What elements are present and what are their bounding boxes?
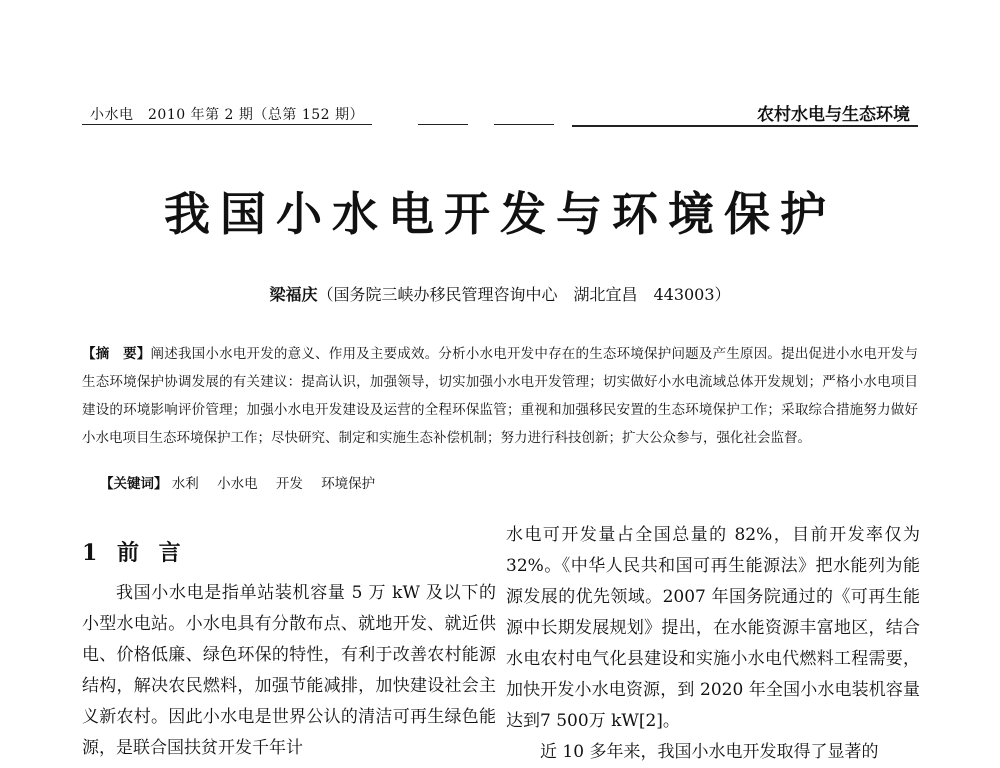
body-paragraph: 水电可开发量占全国总量的 82%，目前开发率仅为 32%。《中华人民共和国可再生能源法》把水能列为能源发展的优先领域。2007 年国务院通过的《可再生能源中长期发展规划》提出，在水能资源丰富地区，结合水电农村电气化县建设和实施小水电代燃料工程需要，加快开发小水电资源，到 2020 年全国小水电装机容量达到7 500万 kW[2]。: [506, 525, 920, 731]
header-rule: [572, 125, 918, 127]
keyword-item: 水利: [171, 476, 199, 492]
article-title: 我国小水电开发与环境保护: [164, 187, 836, 241]
author-name: 梁福庆: [269, 285, 318, 304]
keyword-item: 开发: [275, 476, 303, 492]
page-header: [82, 104, 918, 128]
abstract-label: 【摘 要】: [82, 346, 151, 362]
section-heading: 1 前 言: [82, 540, 187, 566]
body-paragraph: 我国小水电是指单站装机容量 5 万 kW 及以下的小型水电站。小水电具有分散布点、就地开发、就近供电、价格低廉、绿色环保的特性，有利于改善农村能源结构，解决农民燃料，加强节能减排，加快建设社会主义新农村。因此小水电是世界公认的清洁可再生绿色能源，是联合国扶贫开发千年计: [82, 583, 496, 758]
keywords-label: 【关键词】: [100, 476, 168, 492]
header-rule: [82, 124, 372, 125]
abstract: [82, 340, 918, 452]
keyword-item: 小水电: [217, 476, 258, 492]
author-affiliation: （国务院三峡办移民管理咨询中心 湖北宜昌 443003）: [317, 285, 731, 304]
abstract-text: 阐述我国小水电开发的意义、作用及主要成效。分析小水电开发中存在的生态环境保护问题及产生原因。提出促进小水电开发与生态环境保护协调发展的有关建议：提高认识，加强领导，切实加强小水电开发管理；切实做好小水电流域总体开发规划；严格小水电项目建设的环境影响评价管理；加强小水电开发建设及运营的全程环保监管；重视和加强移民安置的生态环境保护工作；采取综合措施努力做好小水电项目生态环境保护工作；尽快研究、制定和实施生态补偿机制；努力进行科技创新；扩大公众参与，强化社会监督。: [82, 346, 919, 446]
journal-issue-info: 小水电 2010 年第 2 期（总第 152 期）: [90, 107, 365, 123]
left-column: [82, 536, 496, 764]
body-paragraph: 近 10 多年来，我国小水电开发取得了显著的: [540, 742, 879, 762]
journal-column-title: 农村水电与生态环境: [757, 105, 910, 125]
header-rule: [418, 124, 468, 125]
header-rule: [494, 124, 554, 125]
right-column: [506, 520, 920, 768]
author-line: [0, 282, 1000, 305]
keyword-item: 环境保护: [321, 476, 376, 492]
keywords: [100, 472, 389, 492]
